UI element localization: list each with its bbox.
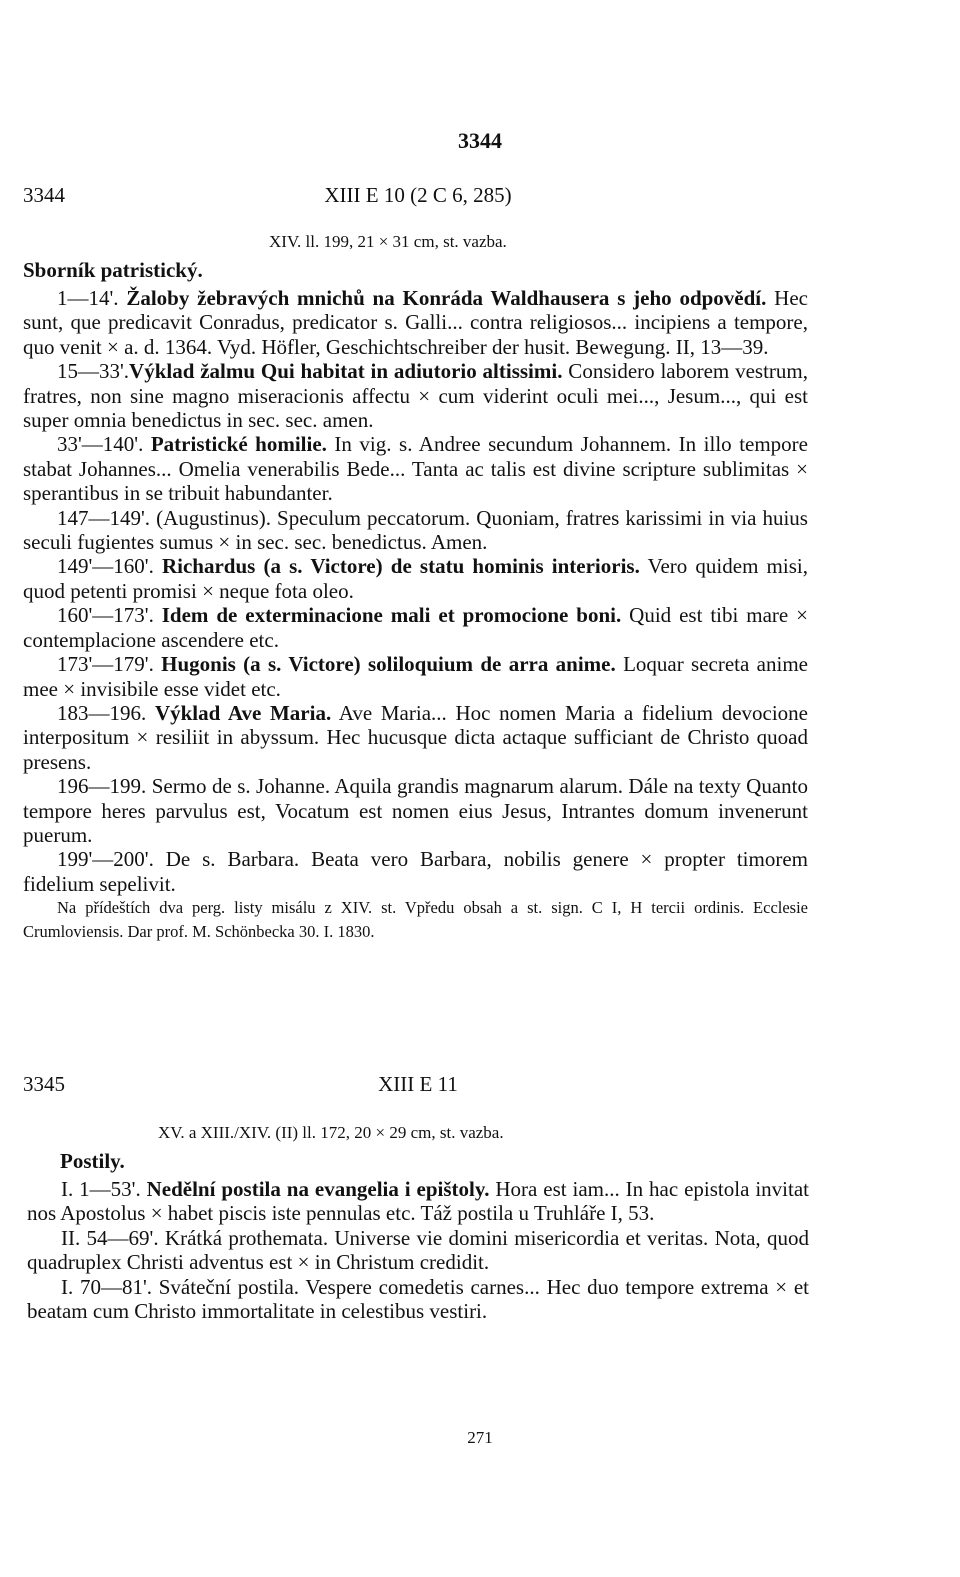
item-paragraph: I. 70—81'. Sváteční postila. Vespere comedetis carnes... Hec duo tempore extrema × et beatam cum Christo immortalitate in celestibus vestiri. <box>27 1274 809 1324</box>
entry-signature: XIII E 11 <box>378 1072 458 1096</box>
entry-title: Postily. <box>60 1149 125 1173</box>
item-paragraph: I. 1—53'. Nedělní postila na evangelia i epištoly. Hora est iam... In hac epistola invitat nos Apostolus × habet piscis iste pennulas etc. Táž postila u Truhláře I, 53. <box>27 1177 809 1226</box>
entry-body-3344 <box>23 286 808 944</box>
entry-number: 3344 <box>23 183 65 207</box>
entry-meta: XV. a XIII./XIV. (II) ll. 172, 20 × 29 cm, st. vazba. <box>158 1123 504 1142</box>
item-paragraph: 149'—160'. Richardus (a s. Victore) de statu hominis interioris. Vero quidem misi, quod petenti promisi × neque fota oleo. <box>23 554 808 603</box>
item-paragraph: 196—199. Sermo de s. Johanne. Aquila grandis magnarum alarum. Dále na texty Quanto tempore heres parvulus est, Vocatum est nomen eius Jesus, Intrantes domum invenerunt puerum. <box>23 774 808 847</box>
entry-signature: XIII E 10 (2 C 6, 285) <box>324 183 512 207</box>
page-number: 271 <box>467 1428 493 1447</box>
item-paragraph: 173'—179'. Hugonis (a s. Victore) soliloquium de arra anime. Loquar secreta anime mee × invisibile esse videt etc. <box>23 652 808 701</box>
item-paragraph: 199'—200'. De s. Barbara. Beata vero Barbara, nobilis genere × propter timorem fidelium sepelivit. <box>23 847 808 896</box>
entry-number: 3345 <box>23 1072 65 1096</box>
entry-body-3345 <box>27 1177 809 1323</box>
item-paragraph: 147—149'. (Augustinus). Speculum peccatorum. Quoniam, fratres karissimi in via huius seculi fugientes sumus × in sec. sec. benedictus. Amen. <box>23 505 808 555</box>
item-paragraph: 183—196. Výklad Ave Maria. Ave Maria... Hoc nomen Maria a fidelium devocione interpositum × resiliit in abyssum. Hec hucusque dicta actaque sufficiant de Christo quoad presens. <box>23 700 808 774</box>
entry-title: Sborník patristický. <box>23 258 203 282</box>
item-paragraph: 33'—140'. Patristické homilie. In vig. s. Andree secundum Johannem. In illo tempore stabat Johannes... Omelia venerabilis Bede... Tanta ac talis est divine scripture sublimitas × sperantibus in se tribuit habundanter. <box>23 432 808 506</box>
item-paragraph: 160'—173'. Idem de exterminacione mali et promocione boni. Quid est tibi mare × contemplacione ascendere etc. <box>23 603 808 652</box>
entry-meta: XIV. ll. 199, 21 × 31 cm, st. vazba. <box>269 232 507 251</box>
entry-note: Na přídeštích dva perg. listy misálu z XIV. st. Vpředu obsah a st. sign. C I, H tercii ordinis. Ecclesie Crumloviensis. Dar prof. M. Schönbecka 30. I. 1830. <box>23 898 808 942</box>
item-paragraph: 15—33'.Výklad žalmu Qui habitat in adiutorio altissimi. Considero laborem vestrum, fratres, non sine magno miseracionis affectu × cum viderint oculi mei..., Jesum..., qui est super omnia benedictus in sec. sec. amen. <box>23 359 808 433</box>
item-paragraph: II. 54—69'. Krátká prothemata. Universe vie domini misericordia et veritas. Nota, quod quadruplex Christi adventus est × in Christum credidit. <box>27 1225 809 1275</box>
running-head: 3344 <box>458 128 502 153</box>
item-paragraph: 1—14'. Žaloby žebravých mnichů na Konráda Waldhausera s jeho odpovědí. Hec sunt, que predicavit Conradus, predicator s. Galli... contra religiosos... incipiens a tempore, quo venit × a. d. 1364. Vyd. Höfler, Geschichtschreiber der husit. Bewegung. II, 13—39. <box>23 286 808 359</box>
